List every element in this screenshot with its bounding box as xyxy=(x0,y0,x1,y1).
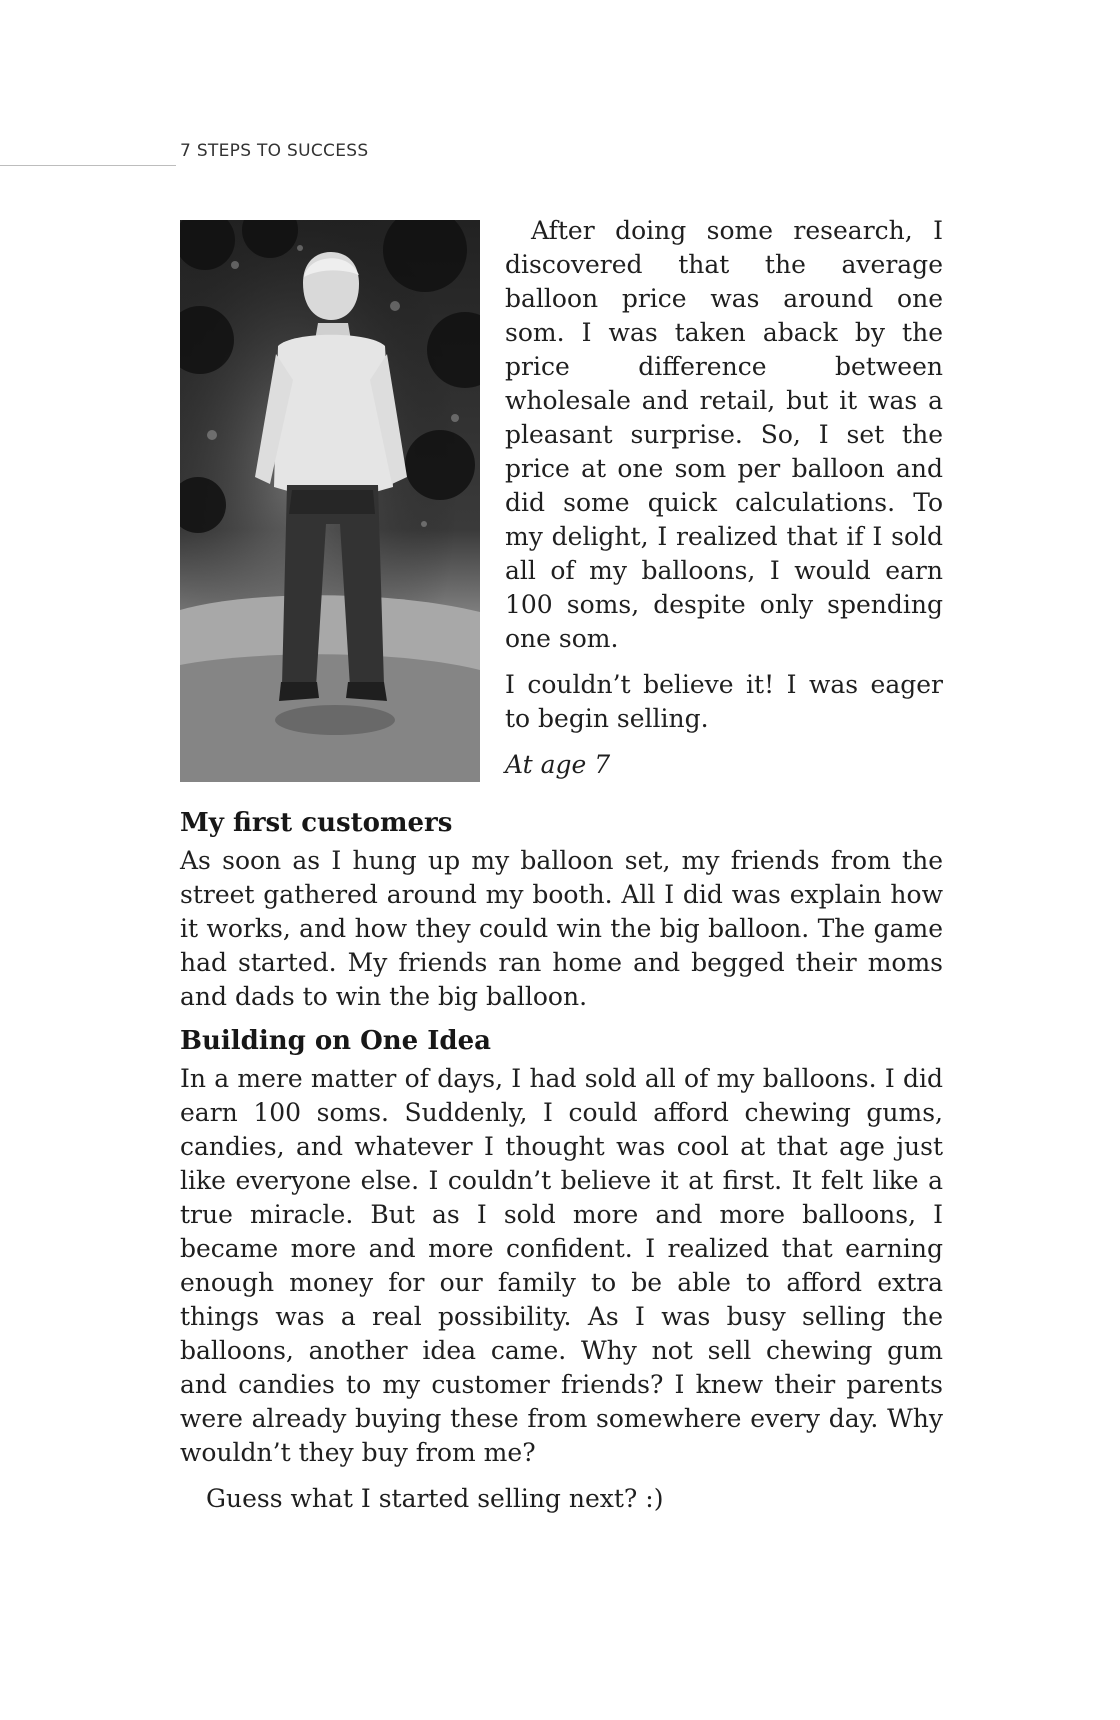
section-paragraph: In a mere matter of days, I had sold all of my balloons. I did earn 100 soms. Suddenly, I could afford chewing gums, candies, and whatever I thought was cool at that age just like everyone else. I couldn’t believe it at first. It felt like a true miracle. But as I sold more and more balloons, I became more and more confident. I realized that earning enough money for our family to be able to afford extra things was a real possibility. As I was busy selling the balloons, another idea came. Why not sell chewing gum and candies to my customer friends? I knew their parents were already buying these from somewhere every day. Why wouldn’t they buy from me? xyxy=(180,1064,943,1467)
section-heading: Building on One Idea xyxy=(180,1026,491,1056)
running-head-text: 7 STEPS TO SUCCESS xyxy=(180,141,369,161)
section-building-on-one-idea xyxy=(180,1024,943,1470)
section-paragraph: As soon as I hung up my balloon set, my friends from the street gathered around my booth. All I did was explain how it works, and how they could win the big balloon. The game had started. My friends ran home and begged their moms and dads to win the big balloon. xyxy=(180,846,943,1011)
running-head xyxy=(0,138,380,168)
childhood-photo-image xyxy=(180,220,480,782)
childhood-photo xyxy=(180,220,480,782)
main-text xyxy=(180,806,943,1516)
intro-column xyxy=(505,214,943,782)
section-my-first-customers xyxy=(180,806,943,1014)
photo-caption: At age 7 xyxy=(505,750,611,779)
intro-paragraph: I couldn’t believe it! I was eager to begin selling. xyxy=(505,670,943,733)
intro-paragraph: After doing some research, I discovered that the average balloon price was around one som. I was taken aback by the price difference between wholesale and retail, but it was a pleasant surprise. So, I set the price at one som per balloon and did some quick calculations. To my delight, I realized that if I sold all of my balloons, I would earn 100 soms, despite only spending one som. xyxy=(505,216,943,653)
closing-line: Guess what I started selling next? :) xyxy=(206,1484,664,1513)
section-heading: My first customers xyxy=(180,808,453,838)
running-head-rule xyxy=(0,165,176,166)
